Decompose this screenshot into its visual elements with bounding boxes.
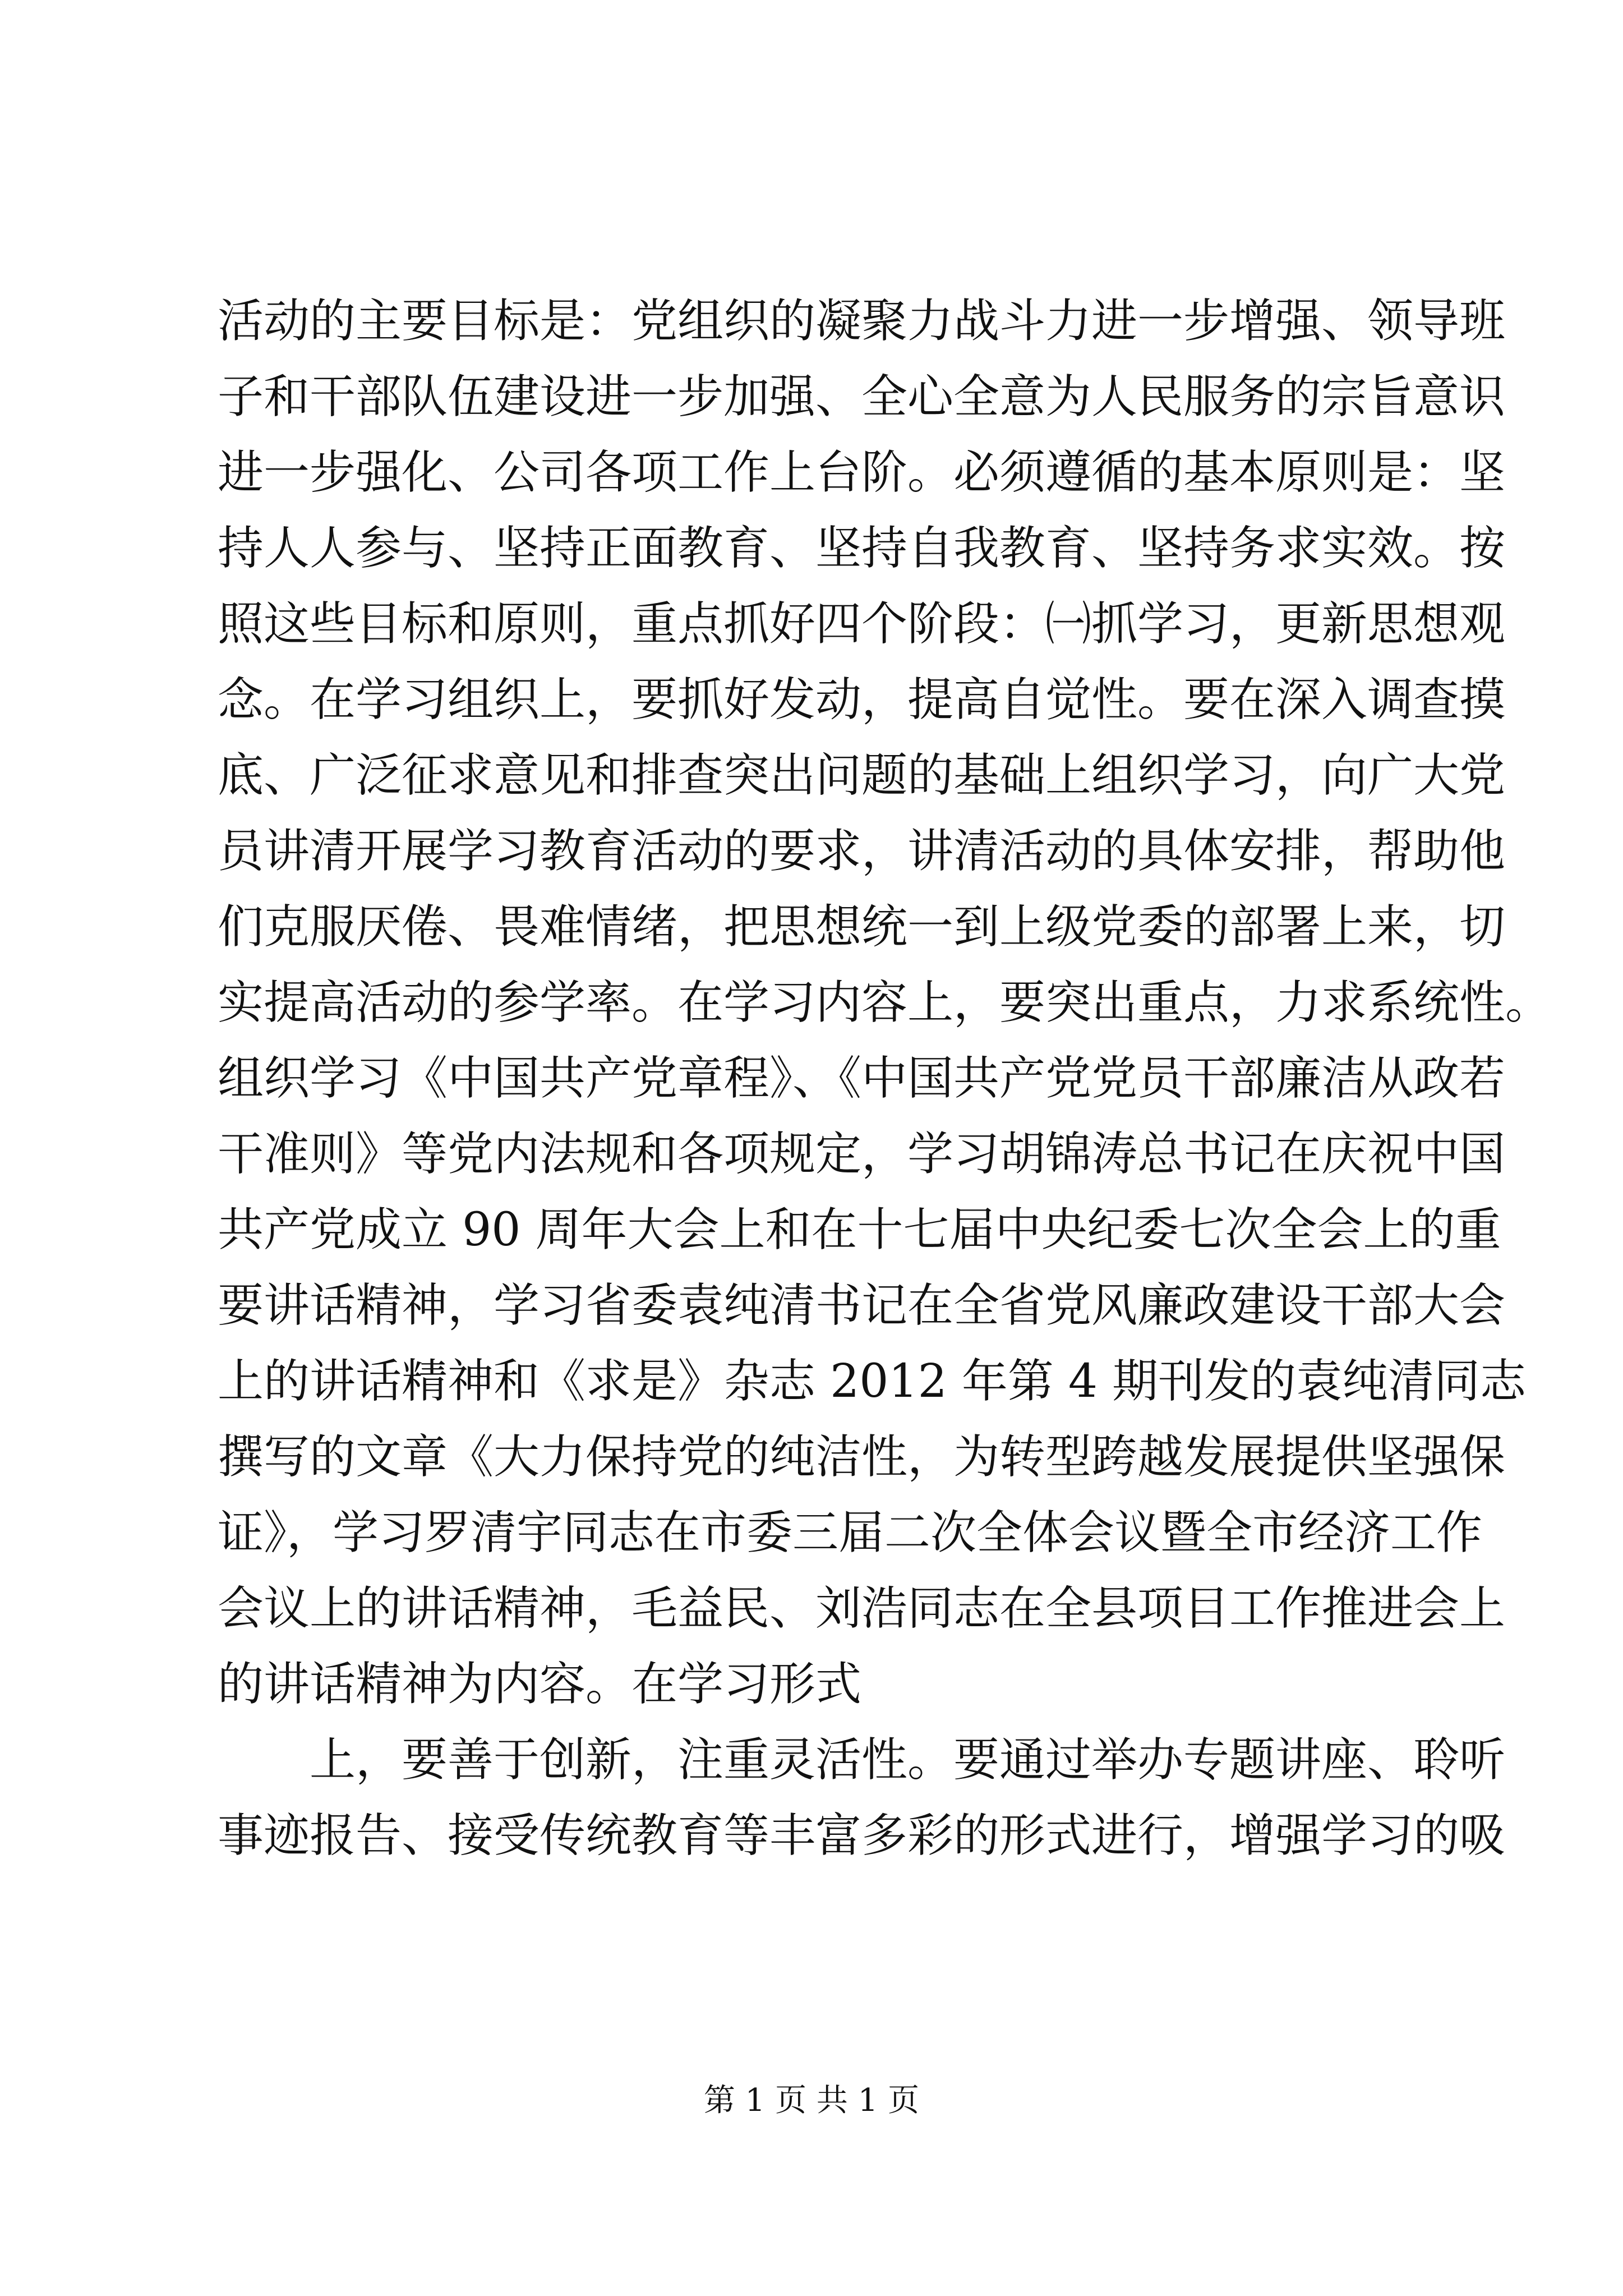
text-line: 照这些目标和原则，重点抓好四个阶段：㈠抓学习，更新思想观 xyxy=(218,597,1506,651)
text-line: 事迹报告、接受传统教育等丰富多彩的形式进行，增强学习的吸 xyxy=(218,1809,1506,1862)
text-line: 证》，学习罗清宇同志在市委三届二次全体会议暨全市经济工作 xyxy=(218,1506,1483,1559)
text-line: 撰写的文章《大力保持党的纯洁性，为转型跨越发展提供坚强保 xyxy=(218,1430,1506,1484)
text-line: 持人人参与、坚持正面教育、坚持自我教育、坚持务求实效。按 xyxy=(218,522,1506,575)
text-line: 活动的主要目标是：党组织的凝聚力战斗力进一步增强、领导班 xyxy=(218,295,1506,348)
text-line: 要讲话精神，学习省委袁纯清书记在全省党风廉政建设干部大会 xyxy=(218,1279,1506,1332)
text-line: 实提高活动的参学率。在学习内容上，要突出重点，力求系统性。 xyxy=(218,976,1552,1029)
page-number: 第 1 页 共 1 页 xyxy=(703,2082,920,2119)
text-line: 们克服厌倦、畏难情绪，把思想统一到上级党委的部署上来，切 xyxy=(218,900,1506,954)
text-line: 员讲清开展学习教育活动的要求，讲清活动的具体安排，帮助他 xyxy=(218,825,1506,878)
text-line: 组织学习《中国共产党章程》、《中国共产党党员干部廉洁从政若 xyxy=(218,1052,1506,1105)
text-line: 的讲话精神为内容。在学习形式 xyxy=(218,1658,862,1711)
text-line: 进一步强化、公司各项工作上台阶。必须遵循的基本原则是：坚 xyxy=(218,446,1506,499)
text-line: 上，要善于创新，注重灵活性。要通过举办专题讲座、聆听 xyxy=(310,1733,1506,1787)
text-line: 共产党成立 90 周年大会上和在十七届中央纪委七次全会上的重 xyxy=(218,1203,1501,1257)
text-line: 底、广泛征求意见和排查突出问题的基础上组织学习，向广大党 xyxy=(218,749,1506,802)
text-line: 干准则》等党内法规和各项规定，学习胡锦涛总书记在庆祝中国 xyxy=(218,1128,1506,1181)
text-line: 上的讲话精神和《求是》杂志 2012 年第 4 期刊发的袁纯清同志 xyxy=(218,1355,1527,1408)
text-line: 念。在学习组织上，要抓好发动，提高自觉性。要在深入调查摸 xyxy=(218,673,1506,726)
body-text xyxy=(218,283,1552,1874)
text-line: 子和干部队伍建设进一步加强、全心全意为人民服务的宗旨意识 xyxy=(218,370,1506,424)
text-line: 会议上的讲话精神，毛益民、刘浩同志在全县项目工作推进会上 xyxy=(218,1582,1506,1635)
page-footer xyxy=(0,2078,1623,2123)
